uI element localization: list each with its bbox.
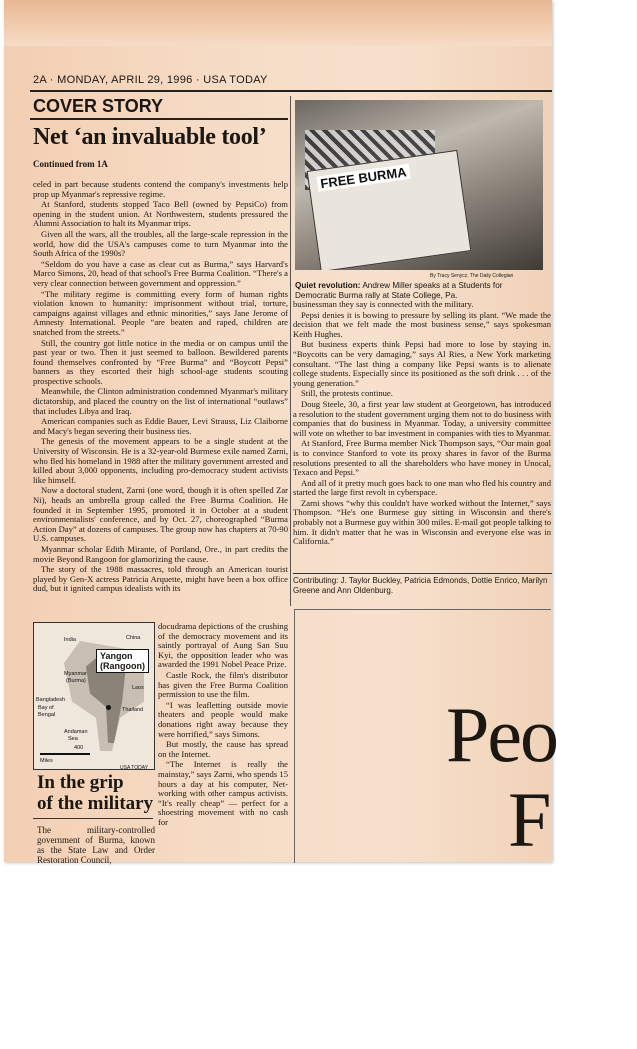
- paper-top-edge: [4, 0, 552, 46]
- map-label-yangon: Yangon: [100, 651, 133, 661]
- caption-text: Andrew Miller speaks at a Students for Democratic Burma rally at State College, Pa.: [295, 281, 503, 300]
- map-label-bay: Bay of: [38, 705, 54, 711]
- paragraph: But mostly, the cause has spread on the Internet.: [158, 739, 288, 759]
- section-rule: [30, 118, 288, 120]
- map-label-burma: (Burma): [66, 678, 86, 684]
- paragraph: The story of the 1988 massacres, told through an American tourist played by Gen-X actress Patricia Arquette, might have been a box office dud, but it ignited campus idealists with its: [33, 564, 288, 594]
- map-label-india: India: [64, 637, 76, 643]
- paragraph: Still, the country got little notice in the media or on campus until the past year or two. Then it just seemed to balloon. Bewildered parents found themselves confronted by “Free Burma” and “Boycott Pepsi” banners as they escorted their high school-age students scouting prospective schools.: [33, 337, 288, 386]
- paragraph: But business experts think Pepsi had more to lose by staying in. “Boycotts can be very damaging,” says Al Ries, a New York marketing consultant. “The last thing a company like Pepsi wants is to alienate college students. Especially since its positioned as the soft drink . . . of the young generation.”: [293, 339, 551, 388]
- map-label-bangladesh: Bangladesh: [36, 697, 66, 703]
- map-label-laos: Laos: [132, 685, 144, 691]
- paragraph: Pepsi denies it is bowing to pressure by selling its plant. “We made the decision that we felt made the most business sense,” says spokesman Keith Hughes.: [293, 309, 551, 339]
- photo-caption: [295, 281, 545, 300]
- paragraph: Given all the wars, all the troubles, all the large-scale repression in the world, how did the USA's campuses come to turn Myanmar into the South Africa of the 1990s?: [33, 228, 288, 259]
- section-label: COVER STORY: [33, 96, 164, 116]
- paragraph: “The Internet is really the mainstay,” says Zarni, who spends 15 hours a day at his computer, Net-working with other campus activists. “It's really cheap” — perfect for a shoestring movement with no cash for: [158, 759, 288, 827]
- contributing-rule: [293, 573, 552, 574]
- map-label-myanmar: Myanmar: [64, 671, 87, 677]
- paragraph: At Stanford, Free Burma member Nick Thompson says, “Our main goal is to convince Stanford to vote its proxy shares in favor of the Burma resolutions presented to all the shareholders who have money in Unocal, Texaco and Pepsi.”: [293, 438, 551, 478]
- paragraph: And all of it pretty much goes back to one man who fled his country and started the large first revolt in cyberspace.: [293, 477, 551, 498]
- map-label-andaman: Andaman: [64, 729, 88, 735]
- paragraph: Now a doctoral student, Zarni (one word, though it is often spelled Zar Ni), heads an umbrella group called the Free Burma Coalition. He founded it in September 1995, promoted it in October at a student environmentalists' conference, and by Oct. 27, choreographed “Burma Action Day” at dozens of campuses. The group now has chapters at 70-90 U.S. campuses.: [33, 485, 288, 544]
- paragraph: The genesis of the movement appears to be a single student at the University of Wisconsin. He is a 32-year-old Burmese exile named Zarni, who fled his homeland in 1988 after the military government arrested and killed about 3,000 opponents, including pro-democracy student activists like himself.: [33, 436, 288, 485]
- left-column: [33, 180, 288, 595]
- paragraph: At Stanford, students stopped Taco Bell (owned by PepsiCo) from opening in the student union. At Northwestern, students pressured the Alumni Association to halt its Myanmar trips.: [33, 199, 288, 229]
- map-source: USA TODAY: [120, 765, 149, 771]
- dateline: 2A · MONDAY, APRIL 29, 1996 · USA TODAY: [33, 74, 268, 86]
- sign-text: FREE BURMA: [317, 164, 411, 192]
- paragraph: Zarni shows “why this couldn't have worked without the Internet,” says Thompson. “He's one Burmese guy sitting in Wisconsin and there's probably not a Burmese guy within 300 miles. E-mail got people talking to him. It didn't matter that he was in Wisconsin and everyone else was in California.”: [293, 497, 552, 547]
- contributing-note: Contributing: J. Taylor Buckley, Patricia Edmonds, Dottie Enrico, Marilyn Greene and Ann Oldenburg.: [293, 576, 548, 595]
- map-callout-yangon: [96, 649, 149, 673]
- paragraph: Doug Steele, 30, a first year law student at Georgetown, has introduced a resolution to the student government urging them not to do business with companies that do business in Myanmar. Today, a university committee will vote on whether to bar investment in companies with ties to Myanmar.: [293, 398, 552, 438]
- yangon-marker-icon: [106, 705, 111, 710]
- continued-note: Continued from 1A: [33, 159, 108, 169]
- paragraph: Still, the protests continue.: [301, 388, 393, 399]
- paragraph: celed in part because students contend the company's investments help prop up Myanmar's repressive regime.: [33, 179, 288, 199]
- sidebar-rule: [33, 818, 153, 819]
- map-label-thailand: Thailand: [122, 707, 144, 713]
- rally-photo: [295, 100, 543, 270]
- photo-credit: By Tracy Senycz, The Daily Collegian: [430, 273, 514, 279]
- headline: Net ‘an invaluable tool’: [33, 124, 267, 150]
- sidebar-title-line1: In the grip: [37, 772, 124, 793]
- protest-sign: [307, 150, 472, 270]
- paragraph: Castle Rock, the film's distributor has given the Free Burma Coalition permission to use the film.: [158, 669, 288, 700]
- map-label-china: China: [126, 635, 141, 641]
- caption-lead: Quiet revolution:: [295, 281, 361, 290]
- column-divider: [290, 96, 291, 606]
- paragraph: Myanmar scholar Edith Mirante, of Portland, Ore., in part credits the movie Beyond Rangoon for glamorizing the cause.: [33, 543, 288, 564]
- paragraph: docudrama depictions of the crushing of the democracy movement and its saintly portrayal of Aung San Suu Kyi, the opposition leader who was awarded the 1991 Nobel Peace Prize.: [158, 621, 288, 670]
- right-column: [293, 300, 551, 548]
- ad-text-line1: Peo: [446, 691, 557, 778]
- map-scale-value: 400: [74, 745, 84, 751]
- sidebar-text: The military-controlled government of Burma, known as the State Law and Order Restoration Council,: [37, 825, 155, 865]
- paragraph: businessman they say is connected with the military.: [293, 299, 474, 309]
- burma-map: [33, 622, 155, 770]
- ad-text-line2: F: [508, 776, 552, 863]
- map-label-rangoon: (Rangoon): [100, 661, 145, 671]
- map-scale-bar: [40, 753, 90, 755]
- paragraph: “The military regime is committing every form of human rights violation known to humanity: imprisonment without trial, torture, campaigns against villages and ethnic minorities,” says Jane Jerome of Amnesty International. People “are beaten and raped, children are snatched from the streets.”: [33, 288, 288, 337]
- paragraph: Meanwhile, the Clinton administration condemned Myanmar's military dictatorship, and placed the country on the list of international “outlaws” that includes Libya and Iraq.: [33, 386, 288, 416]
- paragraph: American companies such as Eddie Bauer, Levi Strauss, Liz Claiborne and Macy's began severing their business ties.: [33, 416, 288, 436]
- top-rule: [30, 90, 552, 92]
- paragraph: “I was leafletting outside movie theaters and people would make donations right away because they were horrified,” says Simons.: [158, 699, 288, 739]
- map-scale-unit: Miles: [40, 758, 53, 764]
- map-label-sea: Sea: [68, 736, 78, 742]
- middle-column: [158, 622, 288, 828]
- paragraph: “Seldom do you have a case as clear cut as Burma,” says Harvard's Marco Simons, 20, head of that school's Free Burma Coalition. “There's a very clear connection between government and oppression.”: [33, 258, 288, 288]
- sidebar-title-line2: of the military: [37, 793, 154, 814]
- map-label-bengal: Bengal: [38, 712, 56, 718]
- sidebar-title: [37, 772, 153, 814]
